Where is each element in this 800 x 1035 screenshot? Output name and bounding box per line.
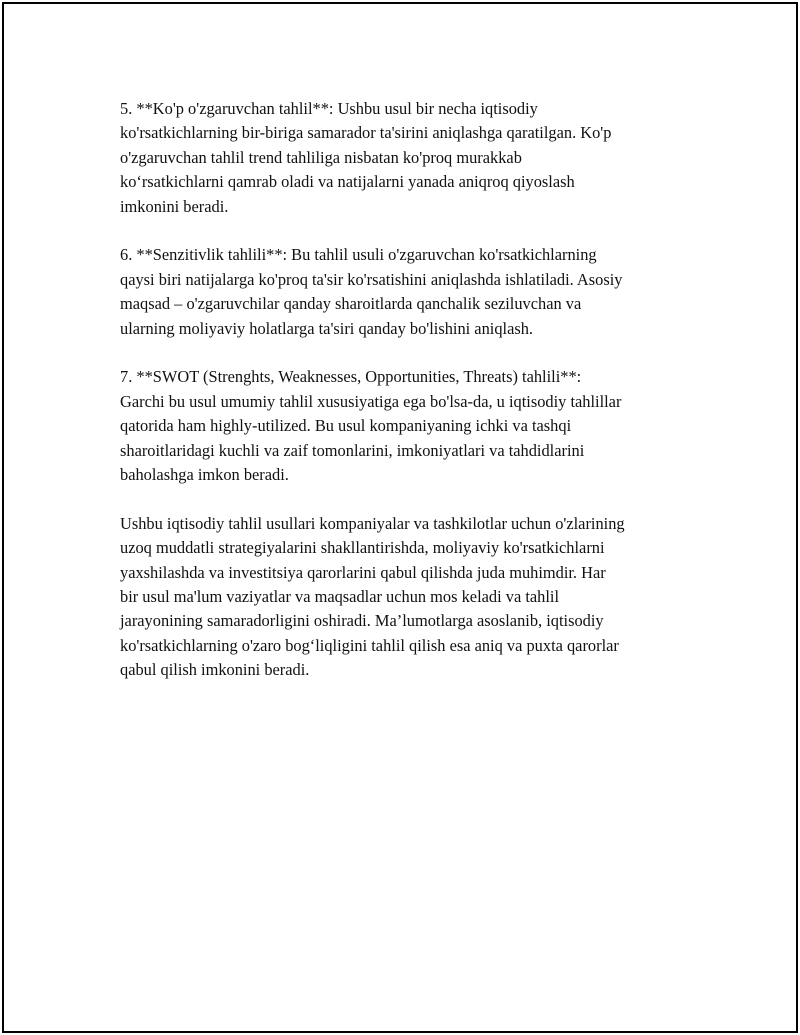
paragraph-sensitivity-analysis: 6. **Senzitivlik tahlili**: Bu tahlil usuli o'zgaruvchan ko'rsatkichlarning qaysi biri natijalarga ko'proq ta'sir ko'rsatishini aniqlashda ishlatiladi. Asosiy maqsad – o'zgaruvchilar qanday sharoitlarda qanchalik seziluvchan va ularning moliyaviy holatlarga ta'siri qanday bo'lishini aniqlash. bbox=[120, 245, 623, 338]
document-body bbox=[120, 97, 700, 707]
document-page bbox=[2, 2, 798, 1033]
paragraph-multivariate-analysis: 5. **Ko'p o'zgaruvchan tahlil**: Ushbu usul bir necha iqtisodiy ko'rsatkichlarning bir-biriga samarador ta'sirini aniqlashga qaratilgan. Ko'p o'zgaruvchan tahlil trend tahliliga nisbatan ko'proq murakkab ko‘rsatkichlarni qamrab oladi va natijalarni yanada aniqroq qiyoslash imkonini beradi. bbox=[120, 99, 612, 216]
paragraph-swot-analysis: 7. **SWOT (Strenghts, Weaknesses, Opportunities, Threats) tahlili**: Garchi bu usul umumiy tahlil xususiyatiga ega bo'lsa-da, u iqtisodiy tahlillar qatorida ham highly-utilized. Bu usul kompaniyaning ichki va tashqi sharoitlaridagi kuchli va zaif tomonlarini, imkoniyatlari va tahdidlarini baholashga imkon beradi. bbox=[120, 367, 622, 485]
paragraph-conclusion: Ushbu iqtisodiy tahlil usullari kompaniyalar va tashkilotlar uchun o'zlarining uzoq muddatli strategiyalarini shakllantirishda, moliyaviy ko'rsatkichlarni yaxshilashda va investitsiya qarorlarini qabul qilishda juda muhimdir. Har bir usul ma'lum vaziyatlar va maqsadlar uchun mos keladi va tahlil jarayonining samaradorligini oshiradi. Ma’lumotlarga asoslanib, iqtisodiy ko'rsatkichlarning o'zaro bog‘liqligini tahlil qilish esa aniq va puxta qarorlar qabul qilish imkonini beradi. bbox=[120, 513, 625, 680]
